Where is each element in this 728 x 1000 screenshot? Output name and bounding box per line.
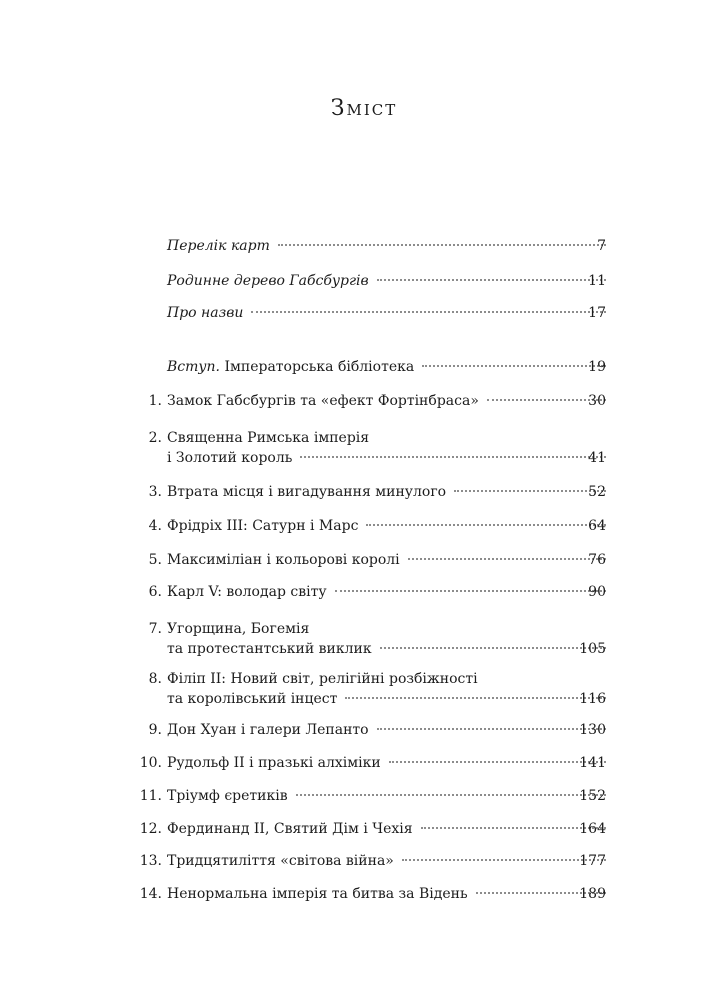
entry-label: Філіп II: Новий світ, релігійні розбіжності (167, 671, 478, 687)
toc-entry-chapter-9[interactable] (0, 720, 728, 740)
entry-page: 52 (588, 484, 606, 500)
toc-entry-chapter-2-line1[interactable] (0, 428, 728, 448)
chapter-number: 14. (139, 886, 162, 902)
dot-leader (402, 859, 606, 861)
chapter-number: 1. (148, 393, 162, 409)
entry-page: 41 (588, 450, 606, 466)
toc-entry-chapter-12[interactable] (0, 819, 728, 839)
dot-leader (377, 728, 606, 730)
dot-leader (366, 524, 606, 526)
toc-entry-chapter-13[interactable] (0, 851, 728, 871)
toc-entry-front-2[interactable] (0, 271, 728, 291)
entry-page: 141 (579, 755, 606, 771)
toc-entry-chapter-8-line2[interactable] (0, 689, 728, 709)
chapter-number: 6. (148, 584, 162, 600)
entry-label: Карл V: володар світу (167, 584, 327, 600)
chapter-number: 3. (148, 484, 162, 500)
entry-label-cont: і Золотий король (167, 450, 293, 466)
entry-page: 130 (579, 722, 606, 738)
chapter-number: 5. (148, 552, 162, 568)
entry-page: 189 (579, 886, 606, 902)
entry-label: Втрата місця і вигадування минулого (167, 484, 447, 500)
entry-page: 177 (579, 853, 606, 869)
chapter-number: 11. (139, 788, 162, 804)
toc-entry-chapter-5[interactable] (0, 550, 728, 570)
entry-page: 164 (579, 821, 606, 837)
toc-entry-chapter-10[interactable] (0, 753, 728, 773)
entry-label: Ненормальна імперія та битва за Відень (167, 886, 468, 902)
entry-page: 116 (579, 691, 606, 707)
entry-page: 11 (588, 273, 606, 289)
toc-entry-chapter-1[interactable] (0, 391, 728, 411)
page-title: Зміст (330, 96, 398, 121)
toc-entry-chapter-6[interactable] (0, 582, 728, 602)
entry-page: 152 (579, 788, 606, 804)
chapter-number: 10. (139, 755, 162, 771)
entry-label-cont: та королівський інцест (167, 691, 338, 707)
entry-label: Фердинанд II, Святий Дім і Чехія (167, 821, 413, 837)
toc-entry-chapter-7-line1[interactable] (0, 619, 728, 639)
dot-leader (408, 558, 606, 560)
entry-label: Тріумф єретиків (167, 788, 288, 804)
entry-page: 105 (579, 641, 606, 657)
entry-label: Угорщина, Богемія (167, 621, 310, 637)
dot-leader (335, 590, 606, 592)
toc-entry-chapter-7-line2[interactable] (0, 639, 728, 659)
dot-leader (422, 365, 606, 367)
dot-leader (300, 456, 606, 458)
toc-entry-chapter-14[interactable] (0, 884, 728, 904)
entry-label-cont: та протестантський виклик (167, 641, 372, 657)
entry-page: 90 (588, 584, 606, 600)
toc-entry-front-1[interactable] (0, 236, 728, 256)
entry-page: 7 (597, 238, 606, 254)
chapter-number: 9. (148, 722, 162, 738)
toc-entry-front-3[interactable] (0, 303, 728, 323)
chapter-number: 13. (139, 853, 162, 869)
entry-page: 30 (588, 393, 606, 409)
entry-label: Дон Хуан і галери Лепанто (167, 722, 369, 738)
entry-label: Фрідріх III: Сатурн і Марс (167, 518, 359, 534)
toc-entry-chapter-3[interactable] (0, 482, 728, 502)
entry-label: Родинне дерево Габсбургів (167, 273, 369, 289)
entry-label: Рудольф II і празькі алхіміки (167, 755, 381, 771)
intro-label-italic: Вступ. (167, 359, 220, 375)
entry-label: Перелік карт (167, 238, 270, 254)
entry-label: Замок Габсбургів та «ефект Фортінбраса» (167, 393, 479, 409)
entry-page: 64 (588, 518, 606, 534)
dot-leader (389, 761, 606, 763)
dot-leader (278, 244, 606, 246)
chapter-number: 4. (148, 518, 162, 534)
toc-entry-chapter-4[interactable] (0, 516, 728, 536)
intro-label: Імператорська бібліотека (224, 359, 415, 375)
dot-leader (421, 827, 606, 829)
toc-entry-chapter-2-line2[interactable] (0, 448, 728, 468)
entry-page: 76 (588, 552, 606, 568)
entry-label: Максиміліан і кольорові королі (167, 552, 400, 568)
dot-leader (454, 490, 606, 492)
entry-page: 17 (588, 305, 606, 321)
dot-leader (377, 279, 606, 281)
chapter-number: 2. (148, 430, 162, 446)
toc-entry-chapter-8-line1[interactable] (0, 669, 728, 689)
chapter-number: 8. (148, 671, 162, 687)
dot-leader (296, 794, 606, 796)
entry-page: 19 (588, 359, 606, 375)
toc-entry-chapter-11[interactable] (0, 786, 728, 806)
entry-label: Священна Римська імперія (167, 430, 370, 446)
dot-leader (251, 311, 606, 313)
chapter-number: 7. (148, 621, 162, 637)
toc-entry-intro[interactable] (0, 357, 728, 377)
entry-label: Тридцятиліття «світова війна» (167, 853, 394, 869)
chapter-number: 12. (139, 821, 162, 837)
dot-leader (345, 697, 606, 699)
dot-leader (380, 647, 606, 649)
entry-label: Про назви (167, 305, 244, 321)
